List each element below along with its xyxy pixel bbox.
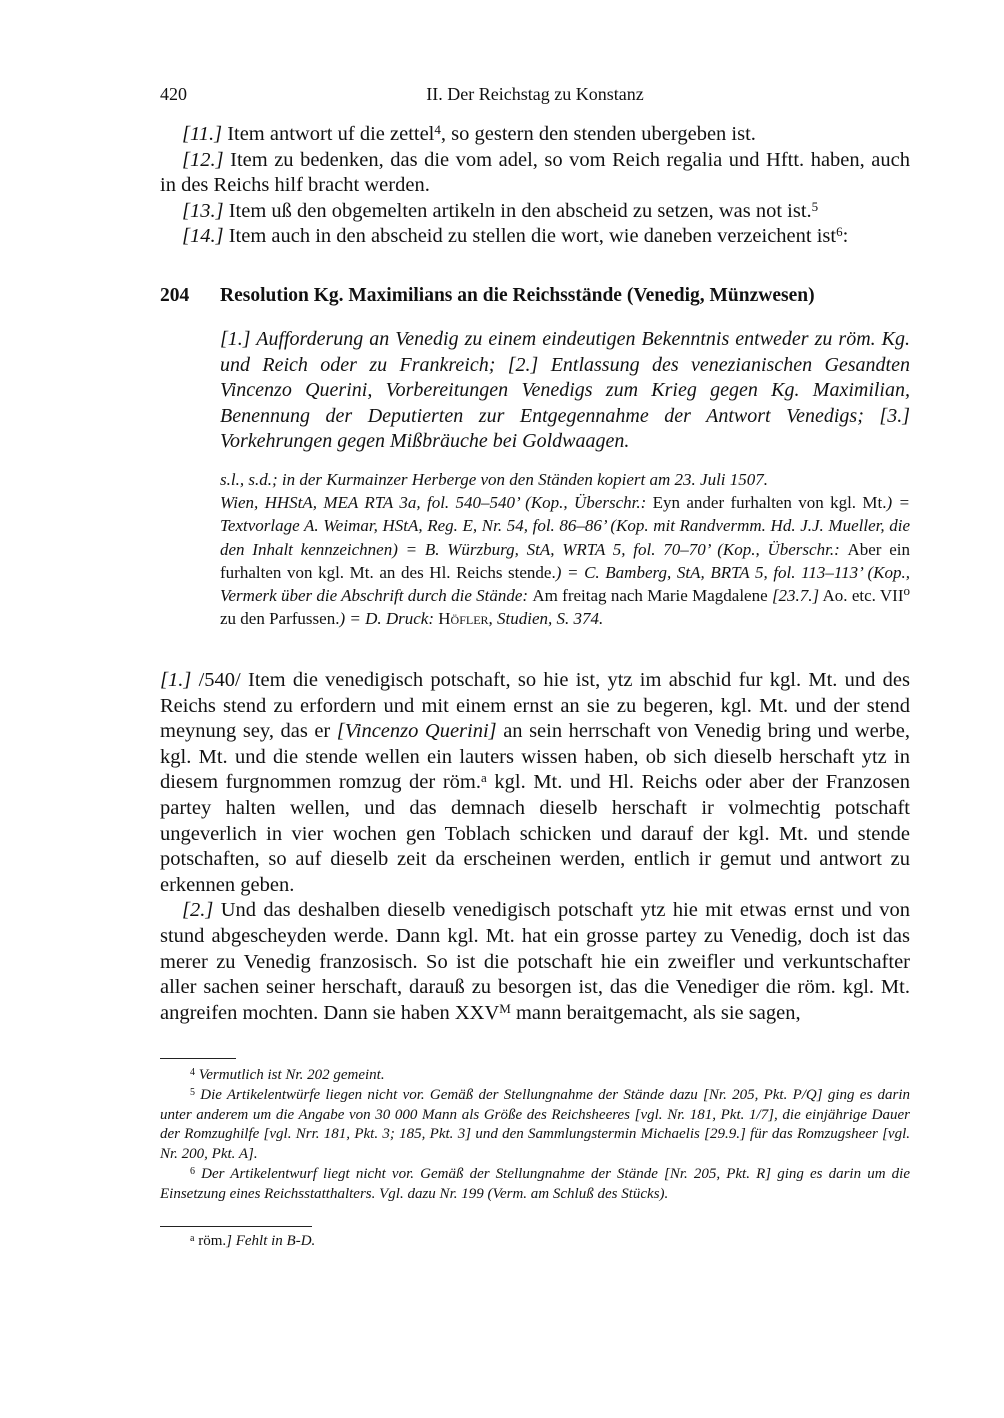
variant-note-a: $^a$ röm.] Fehlt in B-D. [190,1233,316,1249]
source-apparatus [220,468,910,630]
variant-notes [160,1232,910,1252]
item-13: [13.] Item uß den obgemelten artikeln in den abscheid zu setzen, was not ist.$^5$ [182,198,819,222]
running-title: II. Der Reichstag zu Konstanz [426,84,644,104]
folio-marker: /540/ [191,669,241,691]
footnote-ref-4[interactable]: 4 [434,122,441,137]
body-paragraph-1: [1.] /540/ Item die venedigisch potschaft, so hie ist, ytz im abschid fur kgl. Mt. und des Reichs stend zu erfordern und mit einem ernst an sie zu begeren, kgl. Mt. und der stend meynung sey, das er [Vincenzo Querini] an sein herrschaft von Venedig bring und werbe, kgl. Mt. und die stende wellen ein lauters wissen haben, ob sich dieselb herschaft ytz in diesem furgnommen romzug der röm.$^a$ kgl. Mt. und Hl. Reichs oder aber der Franzosen partey halten wellen, und das demnach dieselb herschaft ir volmechtig potschaft ungeverlich in vier wochen gen Toblach schicken und darauf der kgl. Mt. und stende potschaften, so auf dieselb zeit da erscheinen werden, entlich ir gemut und antwort zu erkennen geben. [160,669,910,896]
document-number: 204 [160,285,190,306]
footnote-divider [160,1058,236,1059]
item-14: [14.] Item auch in den abscheid zu stellen die wort, wie daneben verzeichent ist$^6$: [182,224,849,248]
footnote-5: $^5$ Die Artikelentwürfe liegen nicht vor. Gemäß der Stellungnahme der Stände dazu [Nr. 205, Pkt. P/Q] ging es darin unter anderem um die Angabe von 30 000 Mann als Größe des Reichsheeres [vgl. Nr. 181, Pkt. 1/7], die einjährige Dauer der Romzughilfe [vgl. Nrr. 181, Pkt. 3; 185, Pkt. 3] und den Sammlungstermin Michaelis [29.9.] für das Romzugsheer [vgl. Nr. 200, Pkt. A]. [160,1086,910,1163]
footnote-6: $^6$ Der Artikelentwurf liegt nicht vor. Gemäß der Stellungnahme der Stände [Nr. 205, Pkt. R] ging es darin um die Einsetzung eines Reichsstatthalters. Vgl. dazu Nr. 199 (Verm. am Schluß des Stücks). [160,1165,910,1202]
page-number: 420 [160,84,187,104]
sources: Wien, HHStA, MEA RTA 3a, fol. 540–540’ (Kop., Überschr.: Eyn ander furhalten von kgl. Mt.) = Textvorlage A. Weimar, HStA, Reg. E, Nr. 54, fol. 86–86’ (Kop. mit Randvermm. Hd. J.J. Mueller, die den Inhalt kennzeichnen) = B. Würzburg, StA, WRTA 5, fol. 70–70’ (Kop., Überschr.: Aber ein furhalten von kgl. Mt. an des Hl. Reichs stende.) = C. Bamberg, StA, BRTA 5, fol. 113–113’ (Kop., Vermerk über die Abschrift durch die Stände: Am freitag nach Marie Magdalene [23.7.] Ao. etc. VII$^o$ zu den Parfussen.) = D. Druck: Höfler, Studien, S. 374. [220,493,911,629]
variant-divider [160,1226,312,1227]
footnote-ref-6[interactable]: 6 [836,224,843,240]
document-body [160,668,910,1026]
footnote-4: $^4$ Vermutlich ist Nr. 202 gemeint. [190,1067,385,1083]
author-hoefler: Höfler [438,609,489,629]
page-header [160,84,910,108]
item-12: [12.] Item zu bedenken, das die vom adel, so vom Reich regalia und Hftt. haben, auch in des Reichs hilf bracht werden. [160,148,910,197]
footnote-ref-5[interactable]: 5 [811,198,819,214]
top-items [160,122,910,250]
document-regest: [1.] Aufforderung an Venedig zu einem eindeutigen Bekenntnis entweder zu röm. Kg. und Reich oder zu Frankreich; [2.] Entlassung des venezianischen Gesandten Vincenzo Querini, Vorbereitungen Venedigs zum Krieg gegen Kg. Maximilian, Benennung der Deputierten zur Entgegennahme der Antwort Venedigs; [3.] Vorkehrungen gegen Mißbräuche bei Goldwaagen. [220,328,910,452]
body-paragraph-2: [2.] Und das deshalben dieselb venedigisch potschaft ytz hie mit etwas ernst und von stund abgescheyden werde. Dann kgl. Mt. hat ein grosse partey zu Venedig, doch ist das merer zu Venedig franzosisch. So ist die potschaft hie ein zweifler und verkuntschafter aller sachen seiner herschaft, darauß zu besorgen ist, das die Venediger die röm. kgl. Mt. angreifen mochten. Dann sie haben $XXV^M$ mann beraitgemacht, als sie sagen, [160,899,910,1024]
document-title: Resolution Kg. Maximilians an die Reichsstände (Venedig, Münzwesen) [220,285,815,306]
item-11: [11.] Item antwort uf die zettel$^4$, so gestern den stenden ubergeben ist. [182,122,756,145]
date-line: s.l., s.d.; in der Kurmainzer Herberge von den Ständen kopiert am 23. Juli 1507. [220,470,769,489]
footnotes [160,1066,910,1205]
variant-ref-a[interactable]: a [481,770,487,786]
